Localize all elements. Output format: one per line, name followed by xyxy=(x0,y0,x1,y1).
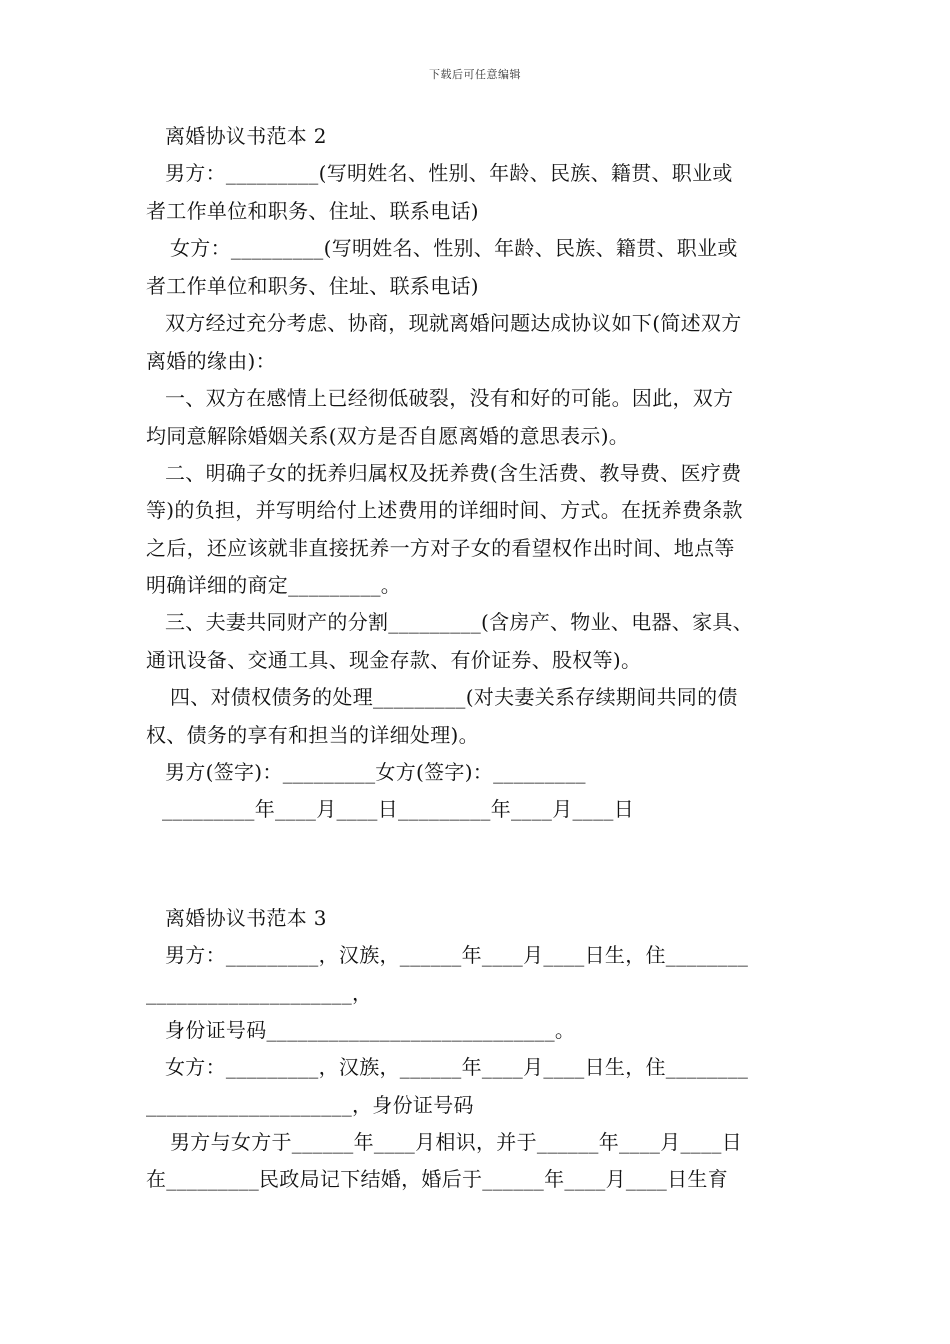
female-info-line: 女方：_________，汉族，______年____月____日生，住________ xyxy=(165,1055,749,1079)
marriage-history-line: 男方与女方于______年____月相识，并于______年____月____日 xyxy=(170,1130,742,1154)
clause-2-cont-1: 等)的负担，并写明给付上述费用的详细时间、方式。在抚养费条款 xyxy=(146,498,743,522)
male-info-line-cont: ____________________， xyxy=(146,981,373,1005)
female-party-line: 女方：_________(写明姓名、性别、年龄、民族、籍贯、职业或 xyxy=(170,236,738,260)
clause-3-cont: 通讯设备、交通工具、现金存款、有价证券、股权等)。 xyxy=(146,648,642,672)
clause-2: 二、明确子女的抚养归属权及抚养费(含生活费、教导费、医疗费 xyxy=(165,461,742,485)
clause-3: 三、夫妻共同财产的分割_________(含房产、物业、电器、家具、 xyxy=(165,610,754,634)
male-party-line-cont: 者工作单位和职务、住址、联系电话) xyxy=(146,199,479,223)
clause-2-cont-3: 明确详细的商定_________。 xyxy=(146,573,402,597)
male-id-line: 身份证号码____________________________。 xyxy=(165,1018,576,1042)
female-party-line-cont: 者工作单位和职务、住址、联系电话) xyxy=(146,274,479,298)
signature-line: 男方(签字)：_________女方(签字)：_________ xyxy=(165,760,586,784)
marriage-history-line-cont: 在_________民政局记下结婚，婚后于______年____月____日生育 xyxy=(146,1167,728,1191)
clause-4: 四、对债权债务的处理_________(对夫妻关系存续期间共同的债 xyxy=(170,685,738,709)
female-info-line-cont: ____________________，身份证号码 xyxy=(146,1093,474,1117)
section-title-3: 离婚协议书范本 3 xyxy=(165,906,327,930)
header-note: 下载后可任意编辑 xyxy=(429,68,521,81)
male-party-line: 男方：_________(写明姓名、性别、年龄、民族、籍贯、职业或 xyxy=(165,161,733,185)
clause-4-cont: 权、债务的享有和担当的详细处理)。 xyxy=(146,723,479,747)
agreement-intro: 双方经过充分考虑、协商，现就离婚问题达成协议如下(简述双方 xyxy=(165,311,742,335)
agreement-intro-cont: 离婚的缘由)： xyxy=(146,349,276,373)
male-info-line: 男方：_________，汉族，______年____月____日生，住________ xyxy=(165,943,749,967)
clause-1-cont: 均同意解除婚姻关系(双方是否自愿离婚的意思表示)。 xyxy=(146,424,630,448)
section-title-2: 离婚协议书范本 2 xyxy=(165,124,327,148)
date-line: _________年____月____日_________年____月____日 xyxy=(162,797,634,821)
clause-2-cont-2: 之后，还应该就非直接抚养一方对子女的看望权作出时间、地点等 xyxy=(146,536,735,560)
clause-1: 一、双方在感情上已经彻低破裂，没有和好的可能。因此，双方 xyxy=(165,386,734,410)
